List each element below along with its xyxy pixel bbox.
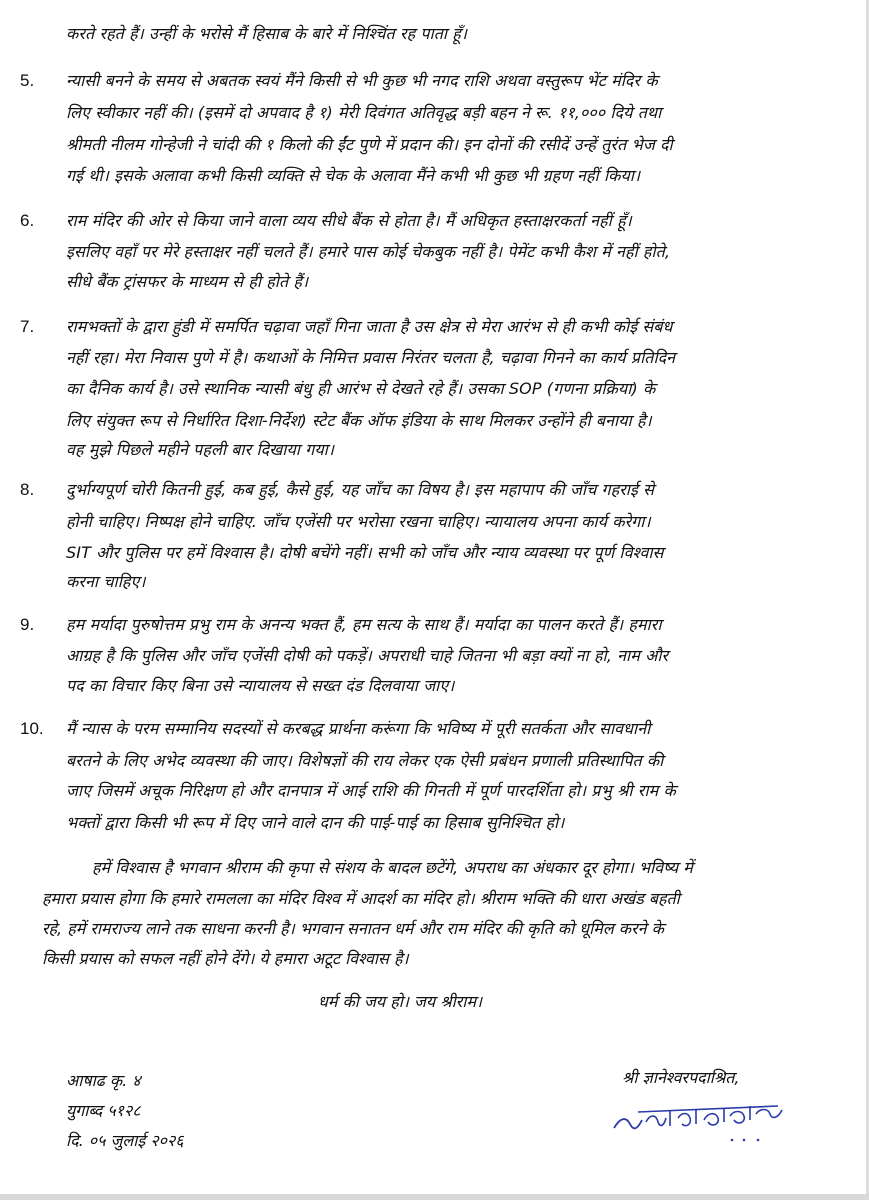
date-line-hindu-month: आषाढ कृ. ४: [66, 1071, 141, 1090]
point-line: पद का विचार किए बिना उसे न्यायालय से सख्त दंड दिलवाया जाए।: [66, 676, 455, 695]
point-line: रामभक्तों के द्वारा हुंडी में समर्पित चढ़ावा जहाँ गिना जाता है उस क्षेत्र से मेरा आरंभ से ही कभी कोई संबंध: [66, 317, 673, 336]
point-line: होनी चाहिए। निष्पक्ष होने चाहिए. जाँच एजेंसी पर भरोसा रखना चाहिए। न्यायालय अपना कार्य करेगा।: [66, 512, 651, 531]
point-line: बरतने के लिए अभेद व्यवस्था की जाए। विशेषज्ञों की राय लेकर एक ऐसी प्रबंधन प्रणाली प्रतिस्थापित की: [66, 751, 664, 770]
point-line: का दैनिक कार्य है। उसे स्थानिक न्यासी बंधु ही आरंभ से देखते रहे हैं। उसका SOP (गणना प्रक्रिया) के: [66, 379, 656, 398]
point-line: SIT और पुलिस पर हमें विश्वास है। दोषी बचेंगे नहीं। सभी को जाँच और न्याय व्यवस्था पर पूर्ण विश्वास: [66, 543, 664, 562]
point-line: न्यासी बनने के समय से अबतक स्वयं मैंने किसी से भी कुछ भी नगद राशि अथवा वस्तुरूप भेंट मंदिर के: [66, 71, 658, 90]
point-line: करना चाहिए।: [66, 572, 146, 591]
sign-title: श्री ज्ञानेश्वरपदाश्रित,: [622, 1068, 740, 1087]
handwritten-signature: [608, 1088, 798, 1148]
point-line: सीधे बैंक ट्रांसफर के माध्यम से ही होते हैं।: [66, 272, 309, 291]
date-line-yugabd: युगाब्द ५१२८: [66, 1101, 141, 1120]
intro-line: करते रहते हैं। उन्हीं के भरोसे मैं हिसाब के बारे में निश्चिंत रह पाता हूँ।: [66, 24, 468, 43]
point-number: 9.: [20, 615, 35, 634]
date-line-gregorian: दि. ०५ जुलाई २०२६: [66, 1131, 184, 1150]
point-number: 6.: [20, 211, 35, 230]
point-line: लिए संयुक्त रूप से निर्धारित दिशा-निर्देश) स्टेट बैंक ऑफ इंडिया के साथ मिलकर उन्होंने ही बनाया है।: [66, 411, 652, 430]
point-number: 7.: [20, 317, 35, 336]
point-line: जाए जिसमें अचूक निरिक्षण हो और दानपात्र में आई राशि की गिनती में पूर्ण पारदर्शिता हो। प्रभु श्री राम के: [66, 781, 676, 800]
point-line: दुर्भाग्यपूर्ण चोरी कितनी हुई, कब हुई, कैसे हुई, यह जाँच का विषय है। इस महापाप की जाँच गहराई से: [66, 480, 655, 499]
closing-line: रहे, हमें रामराज्य लाने तक साधना करनी है। भगवान सनातन धर्म और राम मंदिर की कृति को धूमिल करने के: [42, 919, 664, 938]
point-line: आग्रह है कि पुलिस और जाँच एजेंसी दोषी को पकड़ें। अपराधी चाहे जितना भी बड़ा क्यों ना हो, नाम और: [66, 646, 669, 665]
point-line: राम मंदिर की ओर से किया जाने वाला व्यय सीधे बैंक से होता है। मैं अधिकृत हस्ताक्षरकर्ता नहीं हूँ।: [66, 211, 632, 230]
point-line: इसलिए वहाँ पर मेरे हस्ताक्षर नहीं चलते हैं। हमारे पास कोई चेकबुक नहीं है। पेमेंट कभी कैश में नहीं होते,: [66, 242, 671, 261]
closing-line: किसी प्रयास को सफल नहीं होने देंगे। ये हमारा अटूट विश्वास है।: [42, 949, 409, 968]
point-line: श्रीमती नीलम गोन्हेजी ने चांदी की १ किलो की ईंट पुणे में प्रदान की। इन दोनों की रसीदें उन्हें तुरंत भेज दी: [66, 135, 673, 154]
point-line: लिए स्वीकार नहीं की। (इसमें दो अपवाद है १) मेरी दिवंगत अतिवृद्ध बड़ी बहन ने रू. ११,००० दिये तथा: [66, 103, 662, 122]
point-line: वह मुझे पिछले महीने पहली बार दिखाया गया।: [66, 440, 335, 459]
point-line: भक्तों द्वारा किसी भी रूप में दिए जाने वाले दान की पाई-पाई का हिसाब सुनिश्चित हो।: [66, 813, 565, 832]
closing-line: हमारा प्रयास होगा कि हमारे रामलला का मंदिर विश्व में आदर्श का मंदिर हो। श्रीराम भक्ति की धारा अखंड बहती: [42, 889, 680, 908]
point-line: गई थी। इसके अलावा कभी किसी व्यक्ति से चेक के अलावा मैंने कभी भी कुछ भी ग्रहण नहीं किया।: [66, 166, 641, 185]
point-number: 5.: [20, 71, 35, 90]
point-line: मैं न्यास के परम सम्मानिय सदस्यों से करबद्ध प्रार्थना करूंगा कि भविष्य में पूरी सतर्कता और सावधानी: [66, 719, 651, 738]
point-number: 10.: [20, 719, 44, 738]
point-line: नहीं रहा। मेरा निवास पुणे में है। कथाओं के निमित्त प्रवास निरंतर चलता है, चढ़ावा गिनने का कार्य प्रतिदिन: [66, 348, 676, 367]
page-edge-bottom: [0, 1194, 869, 1200]
salutation: धर्म की जय हो। जय श्रीराम।: [318, 992, 483, 1011]
closing-line: हमें विश्वास है भगवान श्रीराम की कृपा से संशय के बादल छटेंगे, अपराध का अंधकार दूर होगा। भविष्य में: [92, 858, 693, 877]
point-number: 8.: [20, 480, 35, 499]
point-line: हम मर्यादा पुरुषोत्तम प्रभु राम के अनन्य भक्त हैं, हम सत्य के साथ हैं। मर्यादा का पालन करते हैं। हमारा: [66, 615, 662, 634]
